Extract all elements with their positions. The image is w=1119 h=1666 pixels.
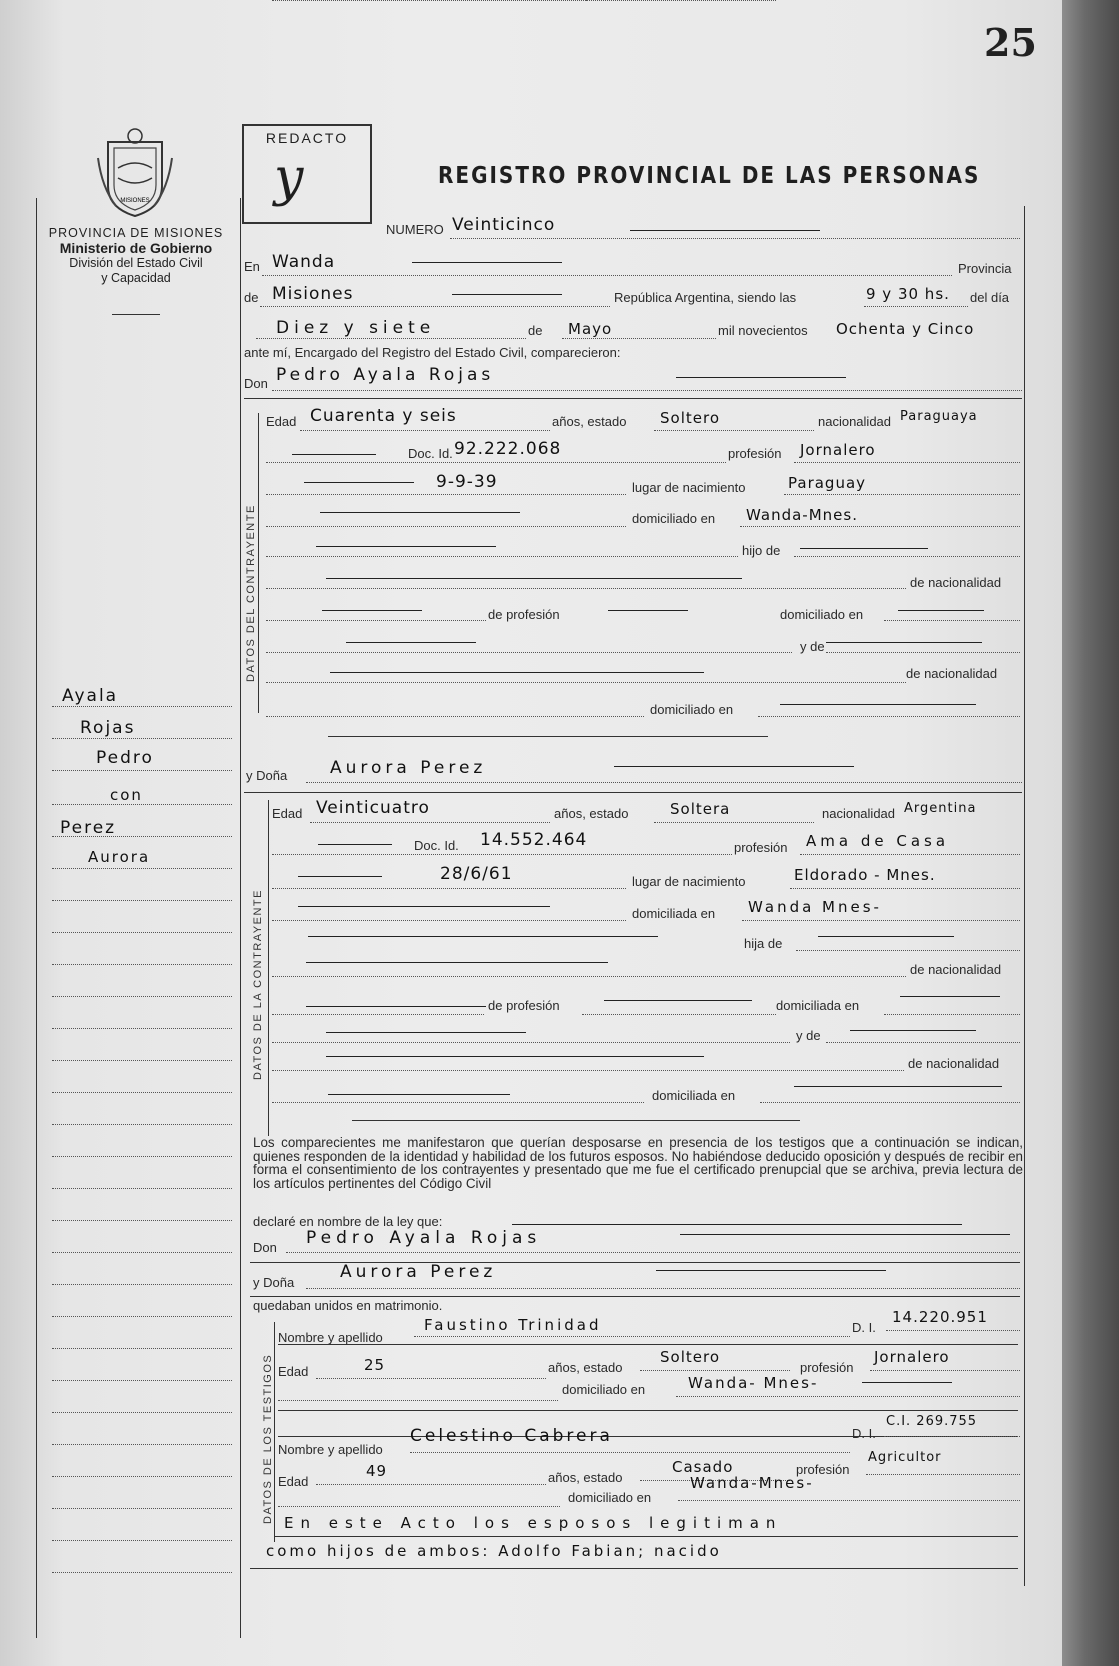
- t1-profesion-line: [870, 1370, 1020, 1371]
- c-doc-dash: [292, 454, 376, 455]
- f-de-profesion-label: de profesión: [488, 998, 560, 1013]
- margin-note-6: Aurora: [88, 848, 151, 866]
- f-dom3-dash: [328, 1094, 510, 1095]
- de2-label: de: [528, 323, 543, 338]
- margin-line-4: [52, 804, 232, 805]
- margin-line-22: [52, 1380, 232, 1381]
- t1-estado-label: años, estado: [548, 1360, 623, 1375]
- t1-rule: [278, 1344, 1018, 1345]
- t2-doc-label: D. I.: [852, 1426, 876, 1441]
- provincial-seal-icon: [96, 128, 174, 220]
- f-prof-dash: [306, 1006, 486, 1007]
- t2-edad-line: [316, 1484, 546, 1485]
- en-label: En: [244, 259, 260, 274]
- f-dom-line: [272, 920, 626, 921]
- c-prof-line: [266, 620, 486, 621]
- f-hija-label: hija de: [744, 936, 783, 951]
- testigos-note-2: como hijos de ambos: Adolfo Fabian; nacido: [266, 1542, 722, 1560]
- contrayente-f-bracket: [268, 800, 269, 1136]
- f-nacionalidad-value: Argentina: [904, 801, 977, 816]
- t1-doc-line: [886, 1330, 1020, 1331]
- margin-line-28: [52, 1572, 232, 1573]
- f-fecha-dash: [298, 876, 382, 877]
- numero-label: NUMERO: [386, 222, 444, 237]
- c-dom2-line: [884, 620, 1020, 621]
- testigos-side-label: DATOS DE LOS TESTIGOS: [262, 1353, 274, 1524]
- f-doc-label: Doc. Id.: [414, 838, 459, 853]
- c-profesion-line: [794, 462, 1020, 463]
- t1-dom-line: [278, 1400, 558, 1401]
- t2-profesion-label: profesión: [796, 1462, 850, 1477]
- de-label: de: [244, 290, 259, 305]
- contrayente-side-label: DATOS DEL CONTRAYENTE: [245, 504, 257, 682]
- c-dom3-dash: [780, 704, 976, 705]
- division-sub: y Capacidad: [101, 271, 171, 285]
- margin-line-26: [52, 1508, 232, 1509]
- margin-note-2: Rojas: [80, 718, 136, 738]
- margin-line-14: [52, 1124, 232, 1125]
- t2-nombre-label: Nombre y apellido: [278, 1442, 383, 1457]
- decl-dona-dash: [656, 1270, 886, 1271]
- contrayente-bracket: [258, 413, 259, 713]
- c-doc-value: 92.222.068: [454, 439, 562, 459]
- c-fecha-value: 9-9-39: [436, 472, 498, 492]
- en-line: [262, 275, 952, 276]
- c-nac2-line: [266, 682, 906, 683]
- testigos-note-1: En este Acto los esposos legitiman: [284, 1514, 783, 1532]
- f-de-nacionalidad2-label: de nacionalidad: [908, 1056, 1000, 1071]
- unidos-label: quedaban unidos en matrimonio.: [253, 1298, 443, 1313]
- t-sep-rule: [278, 1410, 1018, 1411]
- decl-dona-value: Aurora Perez: [340, 1262, 497, 1282]
- f-dom3-dash2: [794, 1086, 1002, 1087]
- c-lugar-label: lugar de nacimiento: [632, 480, 746, 495]
- de-value: Misiones: [272, 284, 354, 304]
- f-yde-dash2: [850, 1030, 976, 1031]
- f-domiciliada-en-label: domiciliada en: [776, 998, 860, 1013]
- decl-don-line: [286, 1252, 1020, 1253]
- f-edad-label: Edad: [272, 806, 303, 821]
- t1-edad-value: 25: [364, 1356, 386, 1374]
- c-fecha-line: [266, 494, 626, 495]
- margin-line-23: [52, 1412, 232, 1413]
- f-fecha-value: 28/6/61: [440, 864, 513, 884]
- c-nacionalidad-label: nacionalidad: [818, 414, 892, 429]
- t2-domicilio-label: domiciliado en: [568, 1490, 652, 1505]
- don-dash: [676, 377, 846, 378]
- margin-frame: [240, 198, 241, 1638]
- t2-edad-value: 49: [366, 1462, 388, 1480]
- c-domiciliado-label: domiciliado en: [632, 511, 716, 526]
- dona-value: Aurora Perez: [330, 758, 487, 778]
- c-edad-line: [300, 430, 550, 431]
- margin-line-3: [52, 770, 232, 771]
- page-title: REGISTRO PROVINCIAL DE LAS PERSONAS: [438, 161, 981, 189]
- f-nacionalidad-label: nacionalidad: [822, 806, 896, 821]
- c-prof-dash: [322, 610, 422, 611]
- t1-domicilio-line: [676, 1396, 1020, 1397]
- t1-doc-label: D. I.: [852, 1320, 876, 1335]
- decl-don-label: Don: [253, 1240, 277, 1255]
- c-de-nacionalidad2-label: de nacionalidad: [906, 666, 998, 681]
- decl-don-value: Pedro Ayala Rojas: [306, 1228, 542, 1248]
- margin-line-7: [52, 900, 232, 901]
- svg-text:MISIONES: MISIONES: [120, 198, 150, 204]
- book-edge: [1062, 0, 1119, 1666]
- margin-line-16: [52, 1188, 232, 1189]
- dona-dash: [614, 766, 854, 767]
- declare-label: declaré en nombre de la ley que:: [253, 1214, 443, 1229]
- don-label: Don: [244, 376, 268, 391]
- t1-nombre-label: Nombre y apellido: [278, 1330, 383, 1345]
- margin-line-1: [52, 706, 232, 707]
- c-dom-dash: [320, 512, 520, 513]
- c-doc-line: [266, 462, 726, 463]
- f-anos-estado-label: años, estado: [554, 806, 629, 821]
- left-frame: [36, 198, 37, 1638]
- margin-line-2: [52, 738, 232, 739]
- f-hija-line2: [796, 950, 1020, 951]
- c-estado-line: [654, 430, 814, 431]
- c-profesion-label: profesión: [728, 446, 782, 461]
- f-doc-line: [272, 854, 732, 855]
- f-fecha-line: [272, 888, 626, 889]
- ante-label: ante mí, Encargado del Registro del Estado Civil, comparecieron:: [244, 345, 621, 360]
- c-dom-line: [266, 526, 626, 527]
- t2-dom-line: [278, 1506, 560, 1507]
- f-yde-line: [272, 1042, 790, 1043]
- provincia-label: Provincia: [958, 261, 1012, 276]
- hora-value: 9 y 30 hs.: [866, 285, 950, 303]
- c-nac-dash: [326, 578, 742, 579]
- don-rule: [244, 398, 1022, 399]
- en-value: Wanda: [272, 252, 336, 272]
- don-line: [272, 390, 1022, 391]
- don-value: Pedro Ayala Rojas: [276, 365, 495, 385]
- f-lugar-line: [790, 888, 1020, 889]
- f-profesion-line: [800, 854, 1020, 855]
- f-doc-dash: [318, 844, 392, 845]
- f-domicilio-value: Wanda Mnes-: [748, 898, 882, 916]
- dona-rule: [244, 792, 1022, 793]
- c-domiciliado-en-label: domiciliado en: [780, 607, 864, 622]
- f-edad-line: [310, 822, 550, 823]
- c-yde-line2: [826, 652, 1020, 653]
- f-estado-line: [654, 822, 814, 823]
- de-dash: [452, 294, 562, 295]
- f-yde-line2: [826, 1042, 1020, 1043]
- c-dom3-line2: [758, 716, 1020, 717]
- t2-edad-label: Edad: [278, 1474, 309, 1489]
- del-dia-label: del día: [970, 290, 1010, 305]
- testigos-bracket: [274, 1322, 275, 1542]
- c-dom3-line: [266, 716, 644, 717]
- c-domicilio-line: [740, 526, 1020, 527]
- margin-line-17: [52, 1220, 232, 1221]
- office-divider: [112, 314, 160, 315]
- c-doc-label: Doc. Id.: [408, 446, 453, 461]
- mes-line: [562, 338, 716, 339]
- f-lugar-value: Eldorado - Mnes.: [794, 866, 936, 884]
- c-domicilio-value: Wanda-Mnes.: [746, 506, 858, 524]
- f-nac-dash: [306, 962, 608, 963]
- margin-line-21: [52, 1348, 232, 1349]
- t2-nombre-value: Celestino Cabrera: [410, 1426, 613, 1446]
- mil-label: mil novecientos: [718, 323, 808, 338]
- t1-profesion-value: Jornalero: [874, 1348, 950, 1366]
- margin-note-4: con: [110, 786, 143, 804]
- c-de-nacionalidad-label: de nacionalidad: [910, 575, 1002, 590]
- t1-nombre-line: [414, 1336, 850, 1337]
- t2-nombre-line: [410, 1452, 850, 1453]
- f-prof-dash2: [604, 1000, 752, 1001]
- t1-edad-line: [316, 1378, 546, 1379]
- f-hija-dash: [308, 936, 658, 937]
- hora-line: [864, 306, 968, 307]
- note-rule-1: [274, 1536, 1018, 1537]
- f-y-de-label: y de: [796, 1028, 821, 1043]
- t2-estado-label: años, estado: [548, 1470, 623, 1485]
- f-profesion-value: Ama de Casa: [806, 832, 950, 850]
- dona-label: y Doña: [246, 768, 288, 783]
- decl-dona-rule: [250, 1296, 1020, 1297]
- c-lugar-value: Paraguay: [788, 474, 867, 492]
- division-name: División del Estado Civil: [69, 256, 203, 270]
- margin-note-5: Perez: [60, 818, 117, 838]
- t1-doc-value: 14.220.951: [892, 1308, 988, 1326]
- margin-line-9: [52, 964, 232, 965]
- f-prof-line: [272, 1014, 484, 1015]
- c-yde-line: [266, 652, 792, 653]
- right-frame: [1024, 206, 1025, 1586]
- c-hijo-dash2: [800, 548, 928, 549]
- c-dom2-dash: [898, 610, 984, 611]
- f-dom3-line2: [760, 1102, 1020, 1103]
- t1-dom-dash: [862, 1382, 952, 1383]
- c-hijo-dash: [316, 546, 496, 547]
- de-line: [260, 306, 610, 307]
- c-yde-dash: [346, 642, 476, 643]
- numero-value: Veinticinco: [452, 215, 556, 235]
- c-hijo-line2: [794, 556, 1020, 557]
- f-hija-dash2: [818, 936, 954, 937]
- f-dom2-dash: [900, 996, 1000, 997]
- declare-dash: [512, 1224, 962, 1225]
- en-dash: [412, 262, 562, 263]
- numero-dash: [630, 230, 820, 231]
- margin-line-25: [52, 1476, 232, 1477]
- c-lugar-line: [784, 494, 1020, 495]
- t2-profesion-value: Agricultor: [868, 1450, 942, 1465]
- t1-profesion-label: profesión: [800, 1360, 854, 1375]
- margin-line-12: [52, 1060, 232, 1061]
- c-edad-value: Cuarenta y seis: [310, 406, 457, 426]
- decl-don-dash: [680, 1234, 1010, 1235]
- f-prof-line2: [582, 1014, 776, 1015]
- margin-line-6: [52, 868, 232, 869]
- t2-doc-value: C.I. 269.755: [886, 1414, 978, 1429]
- margin-note-3: Pedro: [96, 748, 154, 768]
- c-estado-value: Soltero: [660, 409, 720, 427]
- t2-domicilio-line: [678, 1500, 1020, 1501]
- c-end-rule: [328, 736, 768, 737]
- redacto-label: REDACTO: [265, 130, 349, 146]
- t1-domicilio-label: domiciliado en: [562, 1382, 646, 1397]
- c-profesion-value: Jornalero: [800, 441, 876, 459]
- f-estado-value: Soltera: [670, 800, 731, 818]
- t2-estado-value: Casado: [672, 1458, 734, 1476]
- t2-profesion-line: [866, 1474, 1020, 1475]
- margin-line-18: [52, 1252, 232, 1253]
- c-nacionalidad-value: Paraguaya: [900, 409, 978, 424]
- f-nac2-line: [272, 1070, 904, 1071]
- margin-line-24: [52, 1444, 232, 1445]
- c-edad-label: Edad: [266, 414, 297, 429]
- c-domiciliado2-label: domiciliado en: [650, 702, 734, 717]
- margin-line-5: [52, 836, 232, 837]
- margin-line-11: [52, 1028, 232, 1029]
- c-fecha-dash: [304, 482, 414, 483]
- page-number: 25: [984, 20, 1037, 65]
- t1-edad-label: Edad: [278, 1364, 309, 1379]
- f-lugar-label: lugar de nacimiento: [632, 874, 746, 889]
- t1-estado-value: Soltero: [660, 1348, 720, 1366]
- decl-dona-line: [306, 1288, 1020, 1289]
- t1-domicilio-value: Wanda- Mnes-: [688, 1374, 819, 1392]
- margin-line-8: [52, 932, 232, 933]
- redacto-stamp: [242, 124, 372, 224]
- f-profesion-label: profesión: [734, 840, 788, 855]
- ministry-name: Ministerio de Gobierno: [59, 240, 213, 256]
- c-prof-dash2: [608, 610, 688, 611]
- contrayente-f-side-label: DATOS DE LA CONTRAYENTE: [252, 889, 264, 1080]
- f-dom-dash: [298, 906, 550, 907]
- mes-value: Mayo: [568, 320, 613, 338]
- f-domicilio-line: [742, 920, 1020, 921]
- f-domiciliada2-label: domiciliada en: [652, 1088, 736, 1103]
- c-anos-estado-label: años, estado: [552, 414, 627, 429]
- f-domiciliada-label: domiciliada en: [632, 906, 716, 921]
- f-dom3-line: [272, 1102, 644, 1103]
- margin-line-19: [52, 1284, 232, 1285]
- f-hija-line: [272, 0, 736, 1]
- f-doc-value: 14.552.464: [480, 830, 588, 850]
- dia-line: [256, 338, 526, 339]
- declaration-paragraph: Los comparecientes me manifestaron que querían desposarse en presencia de los testigos que a continuación se indican, quienes responden de la identidad y habilidad de los futuros esposos. No habiéndose deducido oposición y después de recibir en forma el consentimiento de los contrayentes y presentado que me fue el certificado prenupcial que se archiva, previa lectura de los artículos pertinentes del Código Civil: [253, 1135, 1023, 1191]
- f-edad-value: Veinticuatro: [316, 798, 430, 818]
- f-end-rule: [352, 1120, 800, 1121]
- c-hijo-label: hijo de: [742, 543, 781, 558]
- note-rule-2: [250, 1568, 1018, 1569]
- f-nac-line: [272, 976, 906, 977]
- margin-note-1: Ayala: [62, 686, 119, 706]
- margin-line-20: [52, 1316, 232, 1317]
- f-dom2-line: [884, 1014, 1020, 1015]
- redacto-initials: y: [274, 148, 304, 208]
- margin-line-13: [52, 1092, 232, 1093]
- t2-domicilio-value: Wanda-Mnes-: [690, 1474, 814, 1492]
- c-de-profesion-label: de profesión: [488, 607, 560, 622]
- margin-line-15: [52, 1156, 232, 1157]
- f-yde-dash: [326, 1032, 526, 1033]
- margin-line-10: [52, 996, 232, 997]
- c-hijo-line: [266, 556, 738, 557]
- f-de-nacionalidad-label: de nacionalidad: [910, 962, 1002, 977]
- office-block: [36, 226, 236, 286]
- t1-nombre-value: Faustino Trinidad: [424, 1316, 602, 1334]
- t2-doc-line: [884, 1436, 1020, 1437]
- province-name: PROVINCIA DE MISIONES: [48, 226, 224, 240]
- decl-dona-label: y Doña: [253, 1275, 295, 1290]
- numero-line: [450, 238, 1020, 239]
- f-nac2-dash: [326, 1056, 704, 1057]
- c-nac2-dash: [330, 672, 704, 673]
- anio-value: Ochenta y Cinco: [836, 320, 975, 338]
- dona-line: [306, 782, 1022, 783]
- c-yde-dash2: [826, 642, 982, 643]
- c-nac-line: [266, 588, 906, 589]
- dia-value: Diez y siete: [276, 318, 436, 338]
- t1-estado-line: [640, 1370, 790, 1371]
- republica-label: República Argentina, siendo las: [614, 290, 797, 305]
- c-y-de-label: y de: [800, 639, 825, 654]
- margin-line-27: [52, 1540, 232, 1541]
